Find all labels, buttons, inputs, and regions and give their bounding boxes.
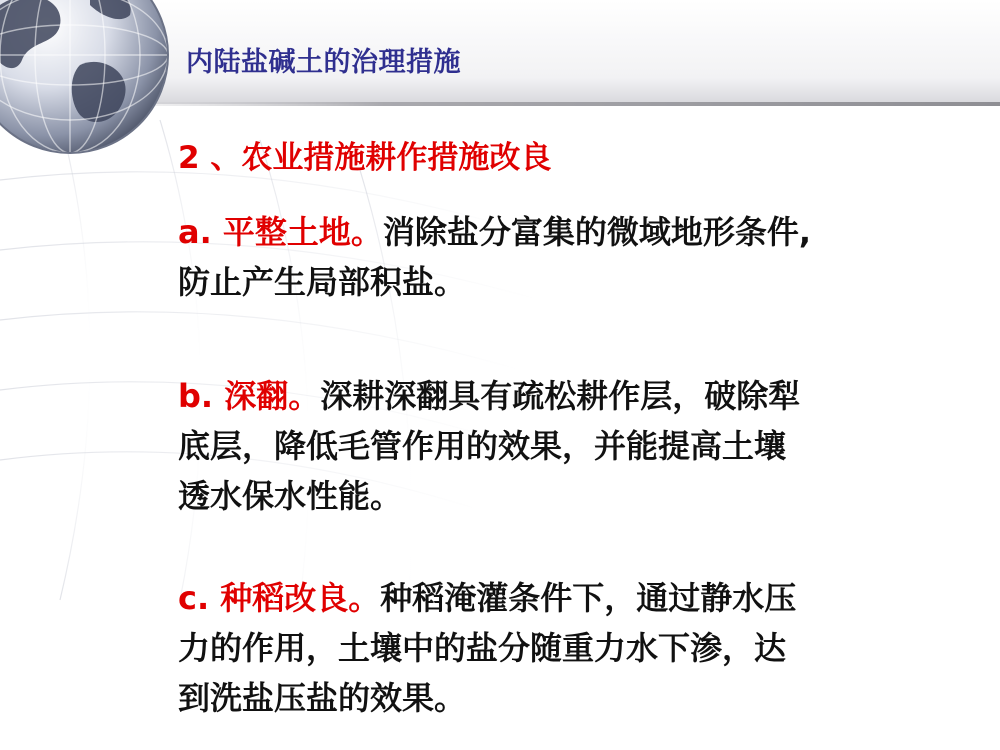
- point-b-text-3: 透水保水性能。: [178, 477, 403, 516]
- point-b-text-1: 深耕深翻具有疏松耕作层，破除犁: [320, 377, 801, 416]
- point-c-line-1: [178, 573, 958, 623]
- point-a: [178, 207, 958, 307]
- point-c-label: c. 种稻改良。: [178, 579, 381, 618]
- point-b-label: b. 深翻。: [178, 377, 321, 416]
- slide-title: 内陆盐碱土的治理措施: [186, 47, 461, 78]
- point-a-line-1: [178, 207, 958, 257]
- globe-icon: [0, 0, 180, 165]
- point-a-label: a. 平整土地。: [178, 213, 383, 252]
- slide-content: [178, 140, 958, 723]
- point-b-line-1: [178, 371, 958, 421]
- point-b: [178, 371, 958, 521]
- point-c-text-3: 到洗盐压盐的效果。: [178, 679, 467, 718]
- point-b-text-2: 底层，降低毛管作用的效果，并能提高土壤: [178, 427, 787, 466]
- point-c: [178, 573, 958, 723]
- section-heading: 2 、农业措施耕作措施改良: [178, 140, 552, 176]
- point-c-text-2: 力的作用，土壤中的盐分随重力水下渗，达: [178, 629, 787, 668]
- point-c-text-1: 种稻淹灌条件下，通过静水压: [380, 579, 797, 618]
- point-a-text-1: 消除盐分富集的微域地形条件,: [382, 213, 812, 252]
- point-a-text-2: 防止产生局部积盐。: [178, 263, 467, 302]
